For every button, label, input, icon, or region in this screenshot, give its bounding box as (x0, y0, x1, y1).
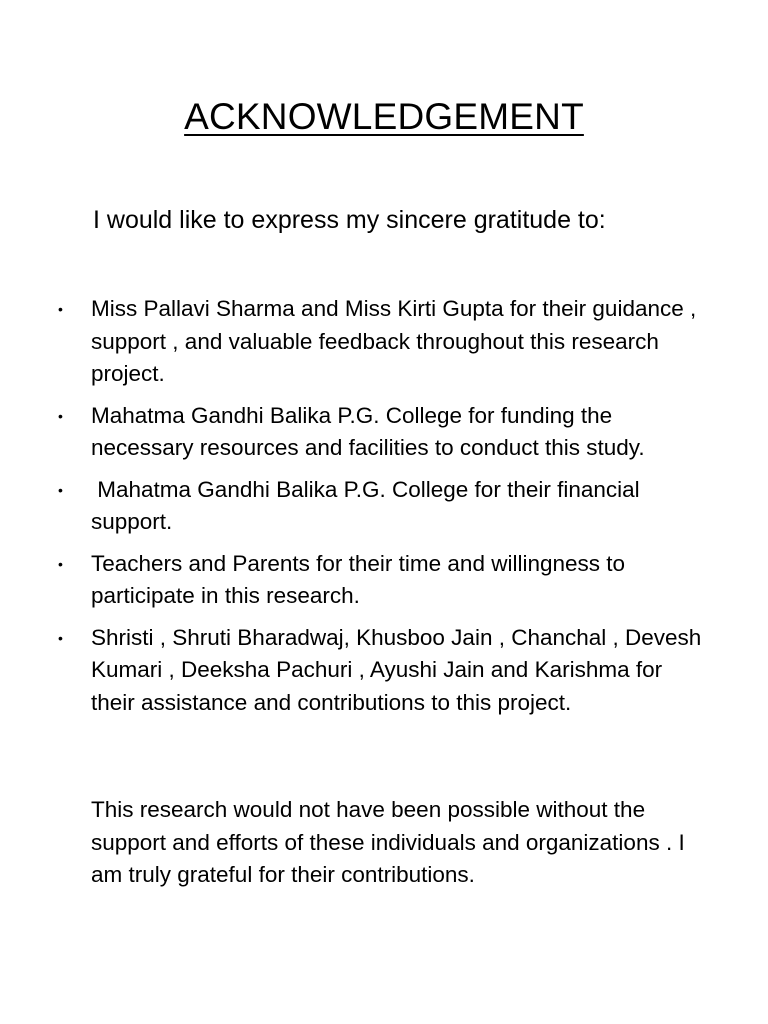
list-item (0, 474, 768, 539)
page-title: ACKNOWLEDGEMENT (184, 96, 584, 137)
closing-paragraph: This research would not have been possible without the support and efforts of these individuals and organizations . I am truly grateful for their contributions. (91, 797, 685, 887)
list-item (0, 548, 768, 613)
list-item-text: Miss Pallavi Sharma and Miss Kirti Gupta for their guidance , support , and valuable feedback throughout this research project. (91, 296, 697, 386)
list-item-text: Mahatma Gandhi Balika P.G. College for their financial support. (91, 476, 646, 534)
bullet-icon: • (58, 481, 63, 498)
list-item (0, 293, 768, 391)
list-item-text: Mahatma Gandhi Balika P.G. College for funding the necessary resources and facilities to conduct this study. (91, 402, 645, 460)
bullet-icon: • (58, 301, 63, 317)
bullet-icon: • (58, 629, 63, 646)
list-item (0, 400, 768, 465)
list-item-text: Teachers and Parents for their time and willingness to participate in this research. (91, 550, 626, 608)
intro-text: I would like to express my sincere gratitude to: (93, 206, 606, 234)
bullet-icon: • (58, 555, 63, 572)
bullet-icon: • (58, 407, 63, 424)
acknowledgement-list (0, 293, 768, 728)
list-item (0, 622, 768, 720)
list-item-text: Shristi , Shruti Bharadwaj, Khusboo Jain , Chanchal , Devesh Kumari , Deeksha Pachuri , Ayushi Jain and Karishma for their assistance and contributions to this project. (91, 624, 702, 715)
